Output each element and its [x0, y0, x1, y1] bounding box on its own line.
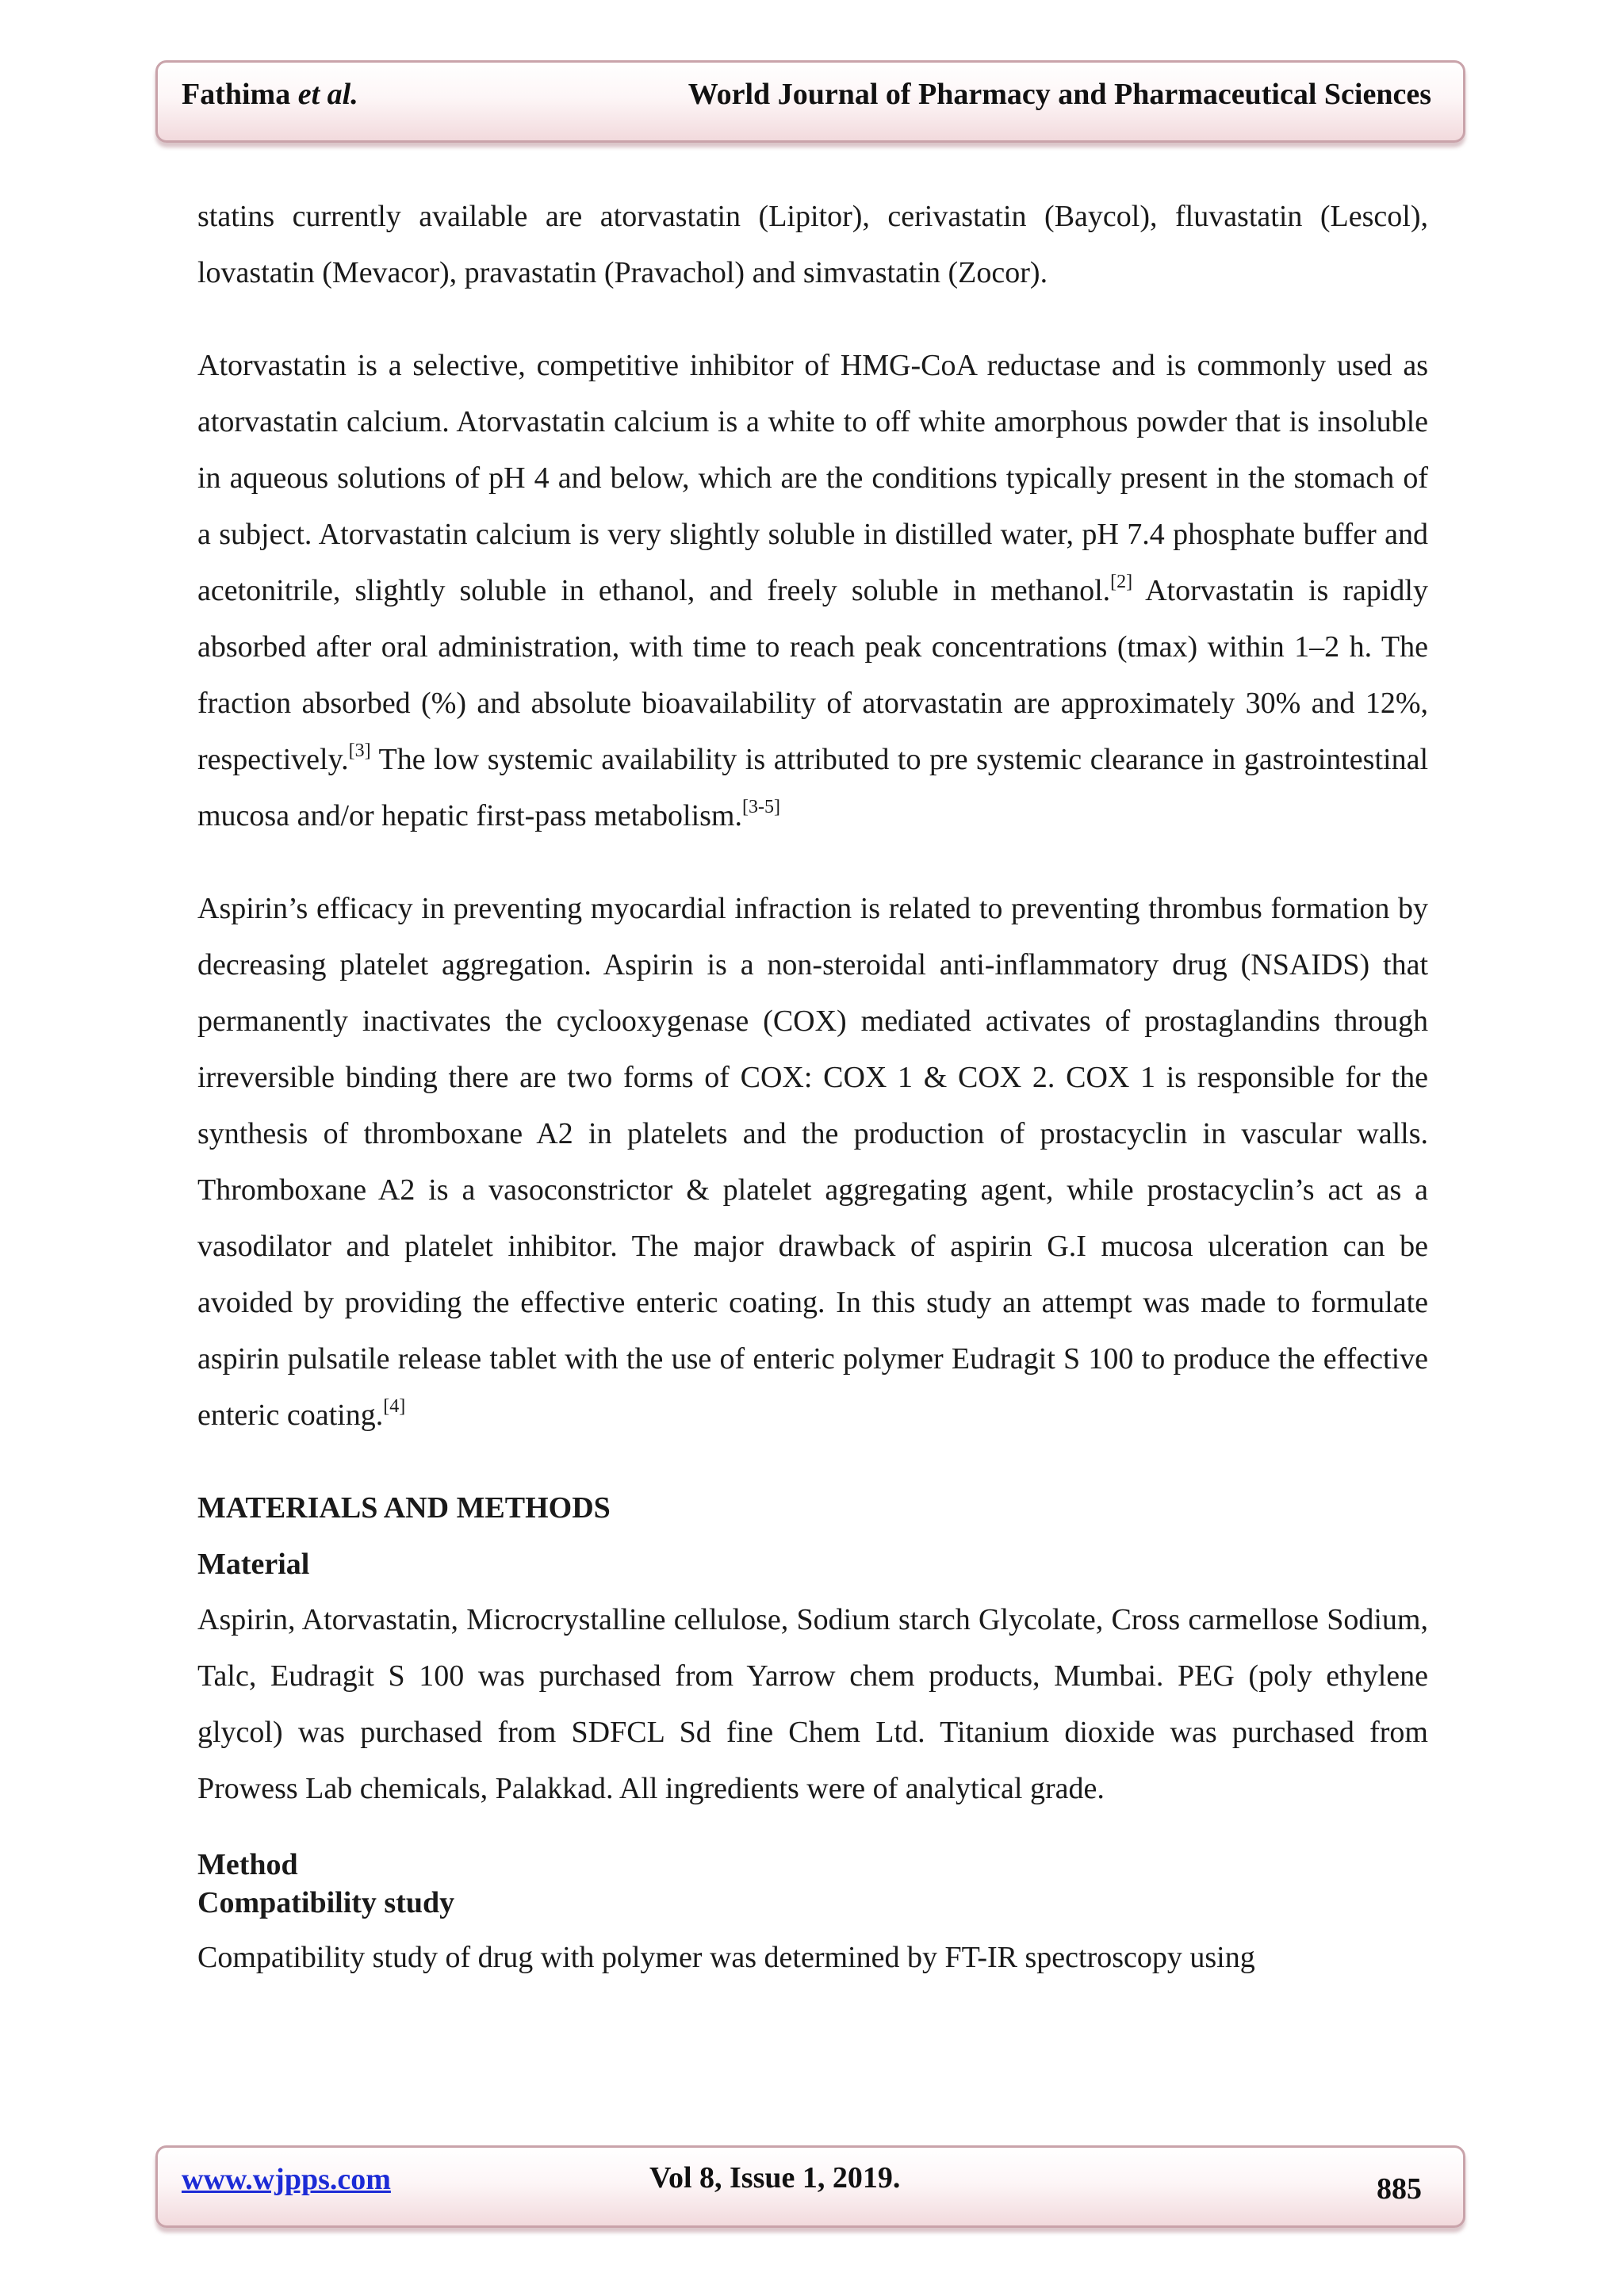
subheading-method: Method — [197, 1848, 298, 1881]
header-journal-title: World Journal of Pharmacy and Pharmaceutical Sciences — [688, 78, 1431, 111]
footer-website-link[interactable]: www.wjpps.com — [182, 2163, 391, 2196]
paragraph-aspirin: Aspirin’s efficacy in preventing myocardial infraction is related to preventing thrombus formation by decreasing platelet aggregation. Aspirin is a non-steroidal anti-inflammatory drug (NSAIDS) that permanently inactivates the cyclooxygenase (COX) mediated activates of prostaglandins through irreversible binding there are two forms of COX: COX 1 & COX 2. COX 1 is responsible for the synthesis of thromboxane A2 in platelets and the production of prostacyclin in vascular walls. Thromboxane A2 is a vasoconstrictor & platelet aggregating agent, while prostacyclin’s act as a vasodilator and platelet inhibitor. The major drawback of aspirin G.I mucosa ulceration can be avoided by providing the effective enteric coating. In this study an attempt was made to formulate aspirin pulsatile release tablet with the use of enteric polymer Eudragit S 100 to produce the effective enteric coating.[4] — [197, 892, 1428, 1432]
citation-ref: [3-5] — [742, 797, 780, 818]
paragraph-materials: Aspirin, Atorvastatin, Microcrystalline cellulose, Sodium starch Glycolate, Cross carmellose Sodium, Talc, Eudragit S 100 was purchased from Yarrow chem products, Mumbai. PEG (poly ethylene glycol) was purchased from SDFCL Sd fine Chem Ltd. Titanium dioxide was purchased from Prowess Lab chemicals, Palakkad. All ingredients were of analytical grade. — [197, 1603, 1428, 1805]
citation-ref: [4] — [383, 1396, 406, 1418]
footer-volume-info: Vol 8, Issue 1, 2019. — [649, 2161, 901, 2195]
running-header — [155, 60, 1465, 143]
citation-ref: [2] — [1110, 572, 1133, 593]
article-body — [197, 189, 1428, 1986]
citation-ref: [3] — [348, 740, 371, 762]
running-footer — [155, 2145, 1465, 2228]
paragraph-compatibility: Compatibility study of drug with polymer was determined by FT-IR spectroscopy using — [197, 1941, 1255, 1974]
footer-page-number: 885 — [1377, 2172, 1422, 2206]
paragraph-atorvastatin: Atorvastatin is a selective, competitive inhibitor of HMG-CoA reductase and is commonly used as atorvastatin calcium. Atorvastatin calcium is a white to off white amorphous powder that is insoluble in aqueous solutions of pH 4 and below, which are the conditions typically present in the stomach of a subject. Atorvastatin calcium is very slightly soluble in distilled water, pH 7.4 phosphate buffer and acetonitrile, slightly soluble in ethanol, and freely soluble in methanol.[2] Atorvastatin is rapidly absorbed after oral administration, with time to reach peak concentrations (tmax) within 1–2 h. The fraction absorbed (%) and absolute bioavailability of atorvastatin are approximately 30% and 12%, respectively.[3] The low systemic availability is attributed to pre systemic clearance in gastrointestinal mucosa and/or hepatic first-pass metabolism.[3-5] — [197, 349, 1428, 832]
paragraph-statins: statins currently available are atorvastatin (Lipitor), cerivastatin (Baycol), fluvastatin (Lescol), lovastatin (Mevacor), pravastatin (Pravachol) and simvastatin (Zocor). — [197, 200, 1428, 289]
header-author: Fathima et al. — [182, 78, 358, 111]
subheading-compatibility-study: Compatibility study — [197, 1886, 455, 1919]
header-author-suffix: et al. — [297, 78, 358, 111]
section-heading-materials-methods: MATERIALS AND METHODS — [197, 1491, 611, 1525]
subheading-material: Material — [197, 1548, 310, 1581]
